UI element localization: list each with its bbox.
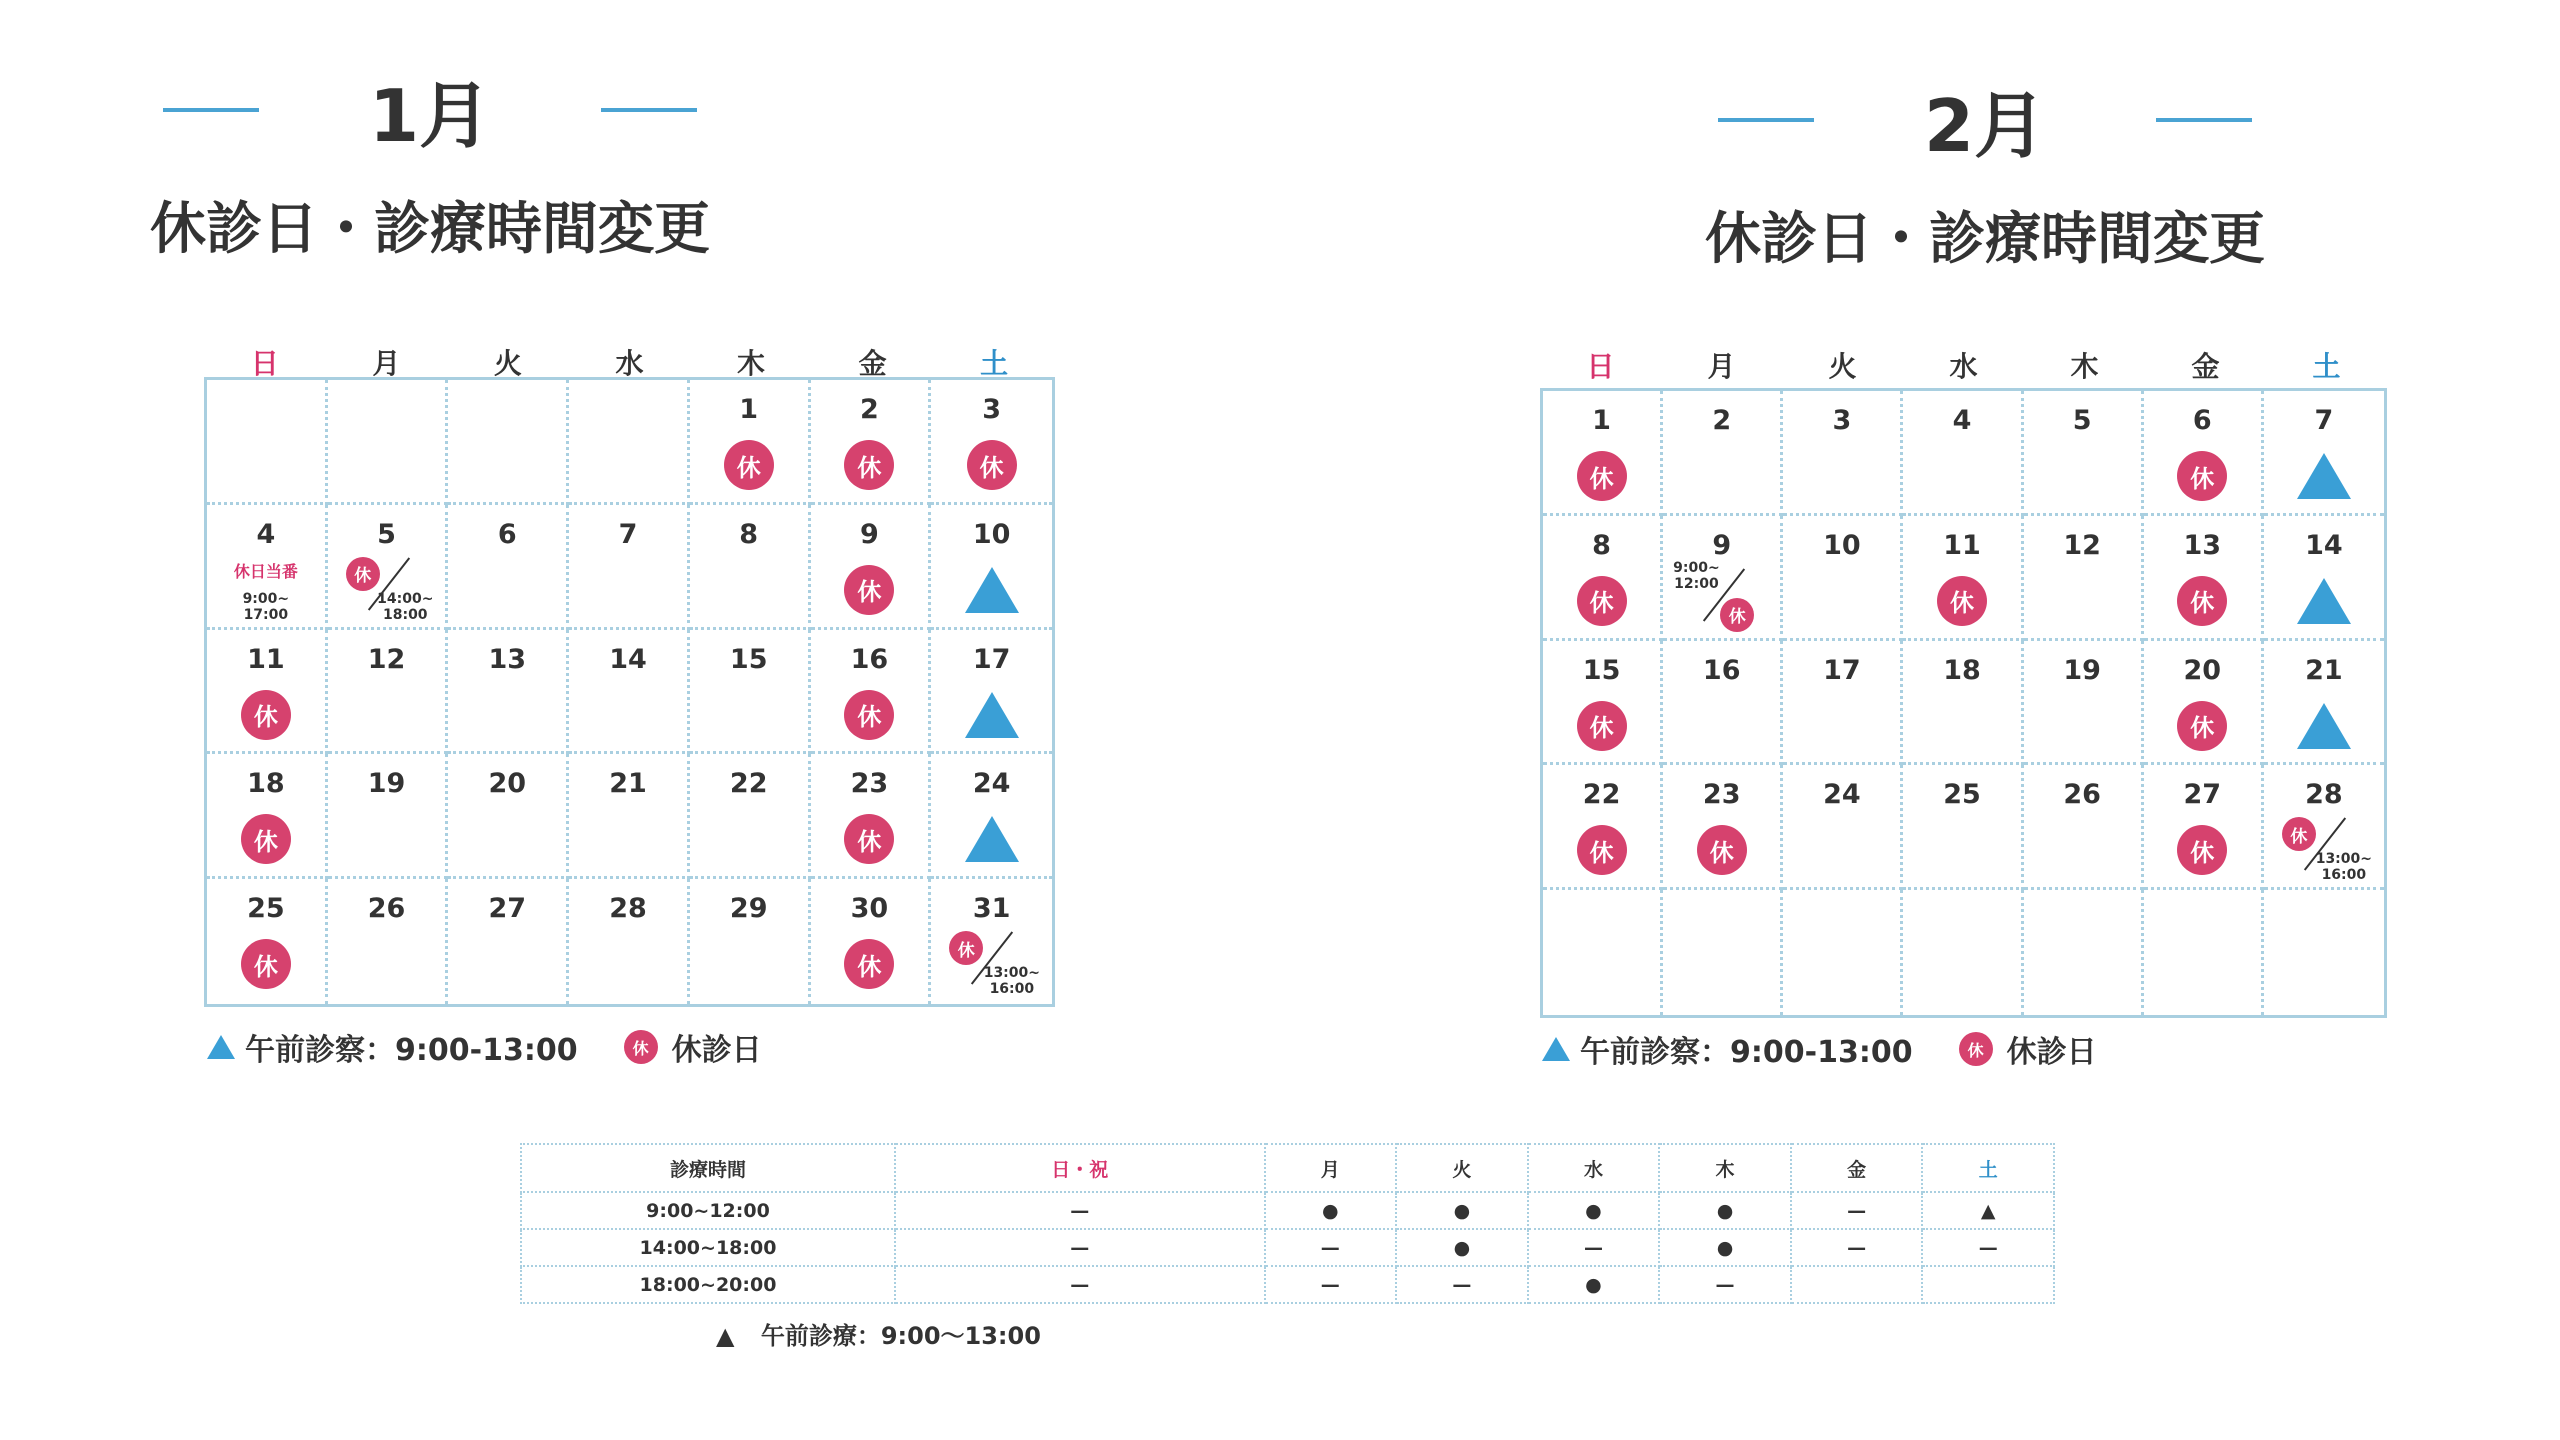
- calendar-day-cell: [1903, 516, 2023, 641]
- day-number: 28: [2305, 779, 2343, 811]
- day-number: 20: [488, 768, 527, 800]
- day-number: 22: [729, 768, 768, 800]
- closed-day-icon: 休: [844, 690, 894, 740]
- hours-time-range: 9:00~12:00: [521, 1192, 895, 1229]
- day-number: 19: [367, 768, 406, 800]
- day-number: 17: [1823, 654, 1861, 686]
- hours-availability-mark: ●: [1528, 1266, 1660, 1303]
- closed-day-icon: 休: [1937, 576, 1987, 626]
- calendar-day-cell: [448, 879, 569, 1004]
- calendar-day-cell: [569, 879, 690, 1004]
- calendar-day-cell: [811, 380, 932, 505]
- day-number: 5: [2072, 405, 2092, 436]
- hours-time-range: 18:00~20:00: [521, 1266, 895, 1303]
- day-number: 21: [2305, 654, 2343, 686]
- day-number: 23: [850, 768, 889, 800]
- calendar-day-cell: [2024, 516, 2144, 641]
- title-line-right: [601, 108, 697, 112]
- calendar-day-cell: [1663, 765, 1783, 890]
- day-number: 8: [739, 518, 759, 550]
- triangle-mark: ▲: [716, 1322, 735, 1350]
- weekday-label: 日: [1586, 350, 1615, 383]
- hours-header-sat: 土: [1922, 1144, 2054, 1192]
- day-number: 20: [2183, 654, 2222, 686]
- calendar-day-cell: [690, 380, 811, 505]
- day-number: 14: [609, 643, 647, 675]
- closed-day-icon: 休: [1577, 576, 1627, 626]
- calendar-day-cell: [328, 879, 449, 1004]
- weekday-label: 金: [858, 347, 887, 380]
- day-number: 7: [2314, 405, 2334, 436]
- calendar-day-cell: [811, 630, 932, 755]
- hours-header-tue: 火: [1396, 1144, 1528, 1192]
- day-number: 11: [1943, 529, 1981, 561]
- day-number: 4: [256, 518, 276, 550]
- calendar-grid: [1540, 388, 2387, 1018]
- calendar-day-cell: [1663, 890, 1783, 1015]
- hours-availability-mark: —: [1528, 1229, 1660, 1266]
- day-number: 13: [488, 643, 527, 675]
- closed-day-icon: 休: [241, 814, 291, 864]
- calendar-day-cell: [448, 505, 569, 630]
- day-number: 10: [972, 518, 1011, 550]
- calendar-day-cell: [2264, 516, 2384, 641]
- calendar-day-cell: [1903, 641, 2023, 766]
- morning-only-triangle-icon: [965, 816, 1019, 862]
- calendar-day-cell: [1663, 641, 1783, 766]
- day-number: 17: [972, 643, 1011, 675]
- day-number: 30: [850, 893, 889, 925]
- subtitle: 休診日・診療時間変更: [1705, 207, 2265, 272]
- calendar-day-cell: [1543, 391, 1663, 516]
- hours-availability-mark: ●: [1396, 1192, 1528, 1229]
- weekday-label: 土: [980, 347, 1009, 380]
- calendar-day-cell: [2144, 890, 2264, 1015]
- calendar-january: [0, 0, 1040, 1090]
- day-number: 1: [739, 394, 759, 425]
- calendar-day-cell: [1903, 890, 2023, 1015]
- hours-row: [521, 1266, 2054, 1303]
- hours-availability-mark: —: [1659, 1266, 1791, 1303]
- day-number: 15: [729, 643, 768, 675]
- day-number: 26: [2063, 779, 2101, 811]
- hours-row: [521, 1192, 2054, 1229]
- calendar-grid: [204, 377, 1055, 1007]
- day-number: 18: [1943, 654, 1981, 686]
- day-number: 24: [972, 768, 1011, 800]
- calendar-day-cell: [328, 630, 449, 755]
- hours-availability-mark: ●: [1659, 1192, 1791, 1229]
- calendar-day-cell: [2024, 890, 2144, 1015]
- calendar-day-cell: [931, 380, 1052, 505]
- day-number: 26: [367, 893, 406, 925]
- legend-morning: 午前診察：9:00-13:00: [245, 1033, 578, 1068]
- day-number: 9: [1712, 529, 1732, 561]
- day-number: 6: [2192, 405, 2212, 436]
- closed-icon: 休: [1959, 1032, 1993, 1066]
- closed-day-icon: 休: [1577, 451, 1627, 501]
- closed-day-icon: 休: [241, 690, 291, 740]
- changed-hours: 13:00~ 16:00: [983, 965, 1040, 998]
- weekday-header: [1540, 345, 2387, 385]
- closed-day-icon: 休: [844, 440, 894, 490]
- calendar-day-cell: [2144, 641, 2264, 766]
- calendar-day-cell: [207, 380, 328, 505]
- day-number: 3: [982, 394, 1002, 425]
- day-number: 23: [1702, 779, 1741, 811]
- calendar-day-cell: [1783, 516, 1903, 641]
- calendar-day-cell: [931, 879, 1052, 1004]
- day-number: 14: [2305, 529, 2343, 561]
- day-number: 25: [1943, 779, 1981, 811]
- subtitle: 休診日・診療時間変更: [150, 197, 710, 262]
- closed-icon: 休: [624, 1030, 658, 1064]
- weekday-label: 月: [372, 347, 401, 380]
- day-number: 24: [1823, 779, 1861, 811]
- day-number: 27: [2183, 779, 2222, 811]
- clinic-hours-table: [520, 1143, 2055, 1304]
- calendar-day-cell: [811, 505, 932, 630]
- weekday-label: 火: [493, 347, 522, 380]
- calendar-day-cell: [1783, 641, 1903, 766]
- day-number: 2: [1712, 405, 1732, 436]
- day-number: 3: [1832, 405, 1852, 436]
- calendar-day-cell: [569, 754, 690, 879]
- calendar-day-cell: [2144, 516, 2264, 641]
- calendar-day-cell: [1543, 516, 1663, 641]
- morning-only-triangle-icon: [2297, 703, 2351, 749]
- calendar-day-cell: [2264, 765, 2384, 890]
- calendar-day-cell: [2024, 765, 2144, 890]
- legend-morning: 午前診察：9:00-13:00: [1580, 1035, 1913, 1070]
- day-number: 6: [497, 518, 517, 550]
- day-number: 21: [609, 768, 647, 800]
- calendar-day-cell: [1543, 765, 1663, 890]
- calendar-day-cell: [931, 505, 1052, 630]
- calendar-day-cell: [328, 754, 449, 879]
- calendar-day-cell: [448, 630, 569, 755]
- day-number: 10: [1823, 529, 1861, 561]
- day-number: 25: [247, 893, 285, 925]
- closed-day-icon: 休: [724, 440, 774, 490]
- calendar-day-cell: [2264, 641, 2384, 766]
- holiday-duty-label: 休日当番: [233, 561, 298, 581]
- day-number: 13: [2183, 529, 2222, 561]
- closed-half-icon: 休: [949, 931, 983, 965]
- weekday-header: [204, 342, 1055, 382]
- calendar-day-cell: [931, 754, 1052, 879]
- hours-note: [716, 1316, 1041, 1351]
- calendar-day-cell: [569, 380, 690, 505]
- weekday-label: 木: [2070, 350, 2099, 383]
- morning-only-triangle-icon: [965, 567, 1019, 613]
- hours-availability-mark: ●: [1659, 1229, 1791, 1266]
- closed-day-icon: 休: [844, 814, 894, 864]
- calendar-day-cell: [1903, 765, 2023, 890]
- closed-day-icon: 休: [2177, 825, 2227, 875]
- calendar-day-cell: [207, 754, 328, 879]
- duty-hours: 9:00~ 17:00: [242, 590, 290, 623]
- day-number: 29: [729, 893, 768, 925]
- morning-only-triangle-icon: [965, 692, 1019, 738]
- hours-header-thu: 木: [1659, 1144, 1791, 1192]
- hours-header-mon: 月: [1265, 1144, 1397, 1192]
- hours-availability-mark: [1922, 1266, 2054, 1303]
- day-number: 22: [1582, 779, 1621, 811]
- weekday-label: 水: [1949, 350, 1978, 383]
- weekday-label: 月: [1707, 350, 1736, 383]
- calendar-day-cell: [811, 754, 932, 879]
- calendar-day-cell: [2144, 765, 2264, 890]
- calendar-day-cell: [328, 505, 449, 630]
- day-number: 11: [247, 643, 285, 675]
- closed-half-icon: 休: [346, 557, 380, 591]
- month-title-row: [1330, 68, 2560, 172]
- closed-half-icon: 休: [1720, 598, 1754, 632]
- calendar-day-cell: [811, 879, 932, 1004]
- weekday-label: 金: [2191, 350, 2220, 383]
- legend-closed: 休診日: [2006, 1035, 2097, 1070]
- calendar-day-cell: [328, 380, 449, 505]
- closed-day-icon: 休: [2177, 451, 2227, 501]
- day-number: 16: [1702, 654, 1741, 686]
- legend: [1542, 1027, 2097, 1071]
- day-number: 8: [1592, 529, 1611, 561]
- hours-availability-mark: —: [1265, 1229, 1397, 1266]
- hours-availability-mark: —: [1265, 1266, 1397, 1303]
- hours-header-time: 診療時間: [521, 1144, 895, 1192]
- hours-availability-mark: —: [895, 1266, 1265, 1303]
- hours-availability-mark: ▲: [1922, 1192, 2054, 1229]
- calendar-day-cell: [1783, 890, 1903, 1015]
- calendar-day-cell: [1663, 391, 1783, 516]
- hours-header-wed: 水: [1528, 1144, 1660, 1192]
- hours-availability-mark: —: [1791, 1192, 1923, 1229]
- calendar-day-cell: [1783, 765, 1903, 890]
- hours-availability-mark: —: [895, 1192, 1265, 1229]
- calendar-day-cell: [1543, 890, 1663, 1015]
- calendar-day-cell: [1783, 391, 1903, 516]
- day-number: 1: [1592, 405, 1611, 436]
- triangle-icon: [207, 1035, 235, 1059]
- day-number: 9: [860, 518, 879, 550]
- day-number: 4: [1952, 405, 1972, 436]
- changed-hours: 14:00~ 18:00: [377, 590, 434, 623]
- changed-hours: 13:00~ 16:00: [2315, 851, 2372, 884]
- calendar-day-cell: [207, 505, 328, 630]
- calendar-day-cell: [1903, 391, 2023, 516]
- changed-hours: 9:00~ 12:00: [1673, 559, 1720, 592]
- calendar-day-cell: [690, 505, 811, 630]
- calendar-day-cell: [2024, 391, 2144, 516]
- calendar-day-cell: [207, 879, 328, 1004]
- hours-time-range: 14:00~18:00: [521, 1229, 895, 1266]
- hours-availability-mark: ●: [1528, 1192, 1660, 1229]
- morning-only-triangle-icon: [2297, 453, 2351, 499]
- calendar-day-cell: [690, 754, 811, 879]
- title-line-right: [2156, 118, 2252, 122]
- calendar-day-cell: [1663, 516, 1783, 641]
- day-number: 27: [488, 893, 527, 925]
- hours-availability-mark: —: [1922, 1229, 2054, 1266]
- calendar-day-cell: [569, 630, 690, 755]
- day-number: 12: [367, 643, 406, 675]
- legend-closed: 休診日: [671, 1033, 762, 1068]
- hours-header-sun: 日・祝: [895, 1144, 1265, 1192]
- calendar-day-cell: [2024, 641, 2144, 766]
- closed-day-icon: 休: [1697, 825, 1747, 875]
- morning-only-triangle-icon: [2297, 578, 2351, 624]
- weekday-label: 木: [737, 347, 766, 380]
- hours-availability-mark: [1791, 1266, 1923, 1303]
- weekday-label: 火: [1828, 350, 1857, 383]
- day-number: 5: [377, 518, 396, 550]
- triangle-icon: [1542, 1037, 1570, 1061]
- closed-day-icon: 休: [2177, 576, 2227, 626]
- hours-note-text: 午前診療：9:00〜13:00: [760, 1322, 1041, 1350]
- calendar-day-cell: [448, 380, 569, 505]
- month-title: 2月: [1923, 84, 2047, 168]
- month-title-row: [0, 58, 860, 162]
- hours-header-row: [521, 1144, 2054, 1192]
- day-number: 18: [247, 768, 285, 800]
- title-line-left: [163, 108, 259, 112]
- calendar-day-cell: [690, 879, 811, 1004]
- hours-availability-mark: —: [895, 1229, 1265, 1266]
- month-title: 1月: [368, 74, 492, 158]
- day-number: 2: [860, 394, 879, 425]
- weekday-label: 土: [2312, 350, 2341, 383]
- calendar-day-cell: [2264, 890, 2384, 1015]
- day-number: 12: [2063, 529, 2101, 561]
- hours-availability-mark: —: [1791, 1229, 1923, 1266]
- closed-day-icon: 休: [844, 939, 894, 989]
- title-line-left: [1718, 118, 1814, 122]
- calendar-day-cell: [931, 630, 1052, 755]
- closed-day-icon: 休: [1577, 825, 1627, 875]
- day-number: 28: [609, 893, 647, 925]
- day-number: 19: [2063, 654, 2101, 686]
- closed-day-icon: 休: [967, 440, 1017, 490]
- calendar-february: [1330, 0, 2430, 1090]
- calendar-day-cell: [2264, 391, 2384, 516]
- hours-row: [521, 1229, 2054, 1266]
- hours-availability-mark: —: [1396, 1266, 1528, 1303]
- legend: [207, 1025, 762, 1069]
- day-number: 31: [972, 893, 1011, 925]
- weekday-label: 日: [250, 347, 279, 380]
- closed-day-icon: 休: [241, 939, 291, 989]
- calendar-day-cell: [448, 754, 569, 879]
- weekday-label: 水: [615, 347, 644, 380]
- day-number: 16: [850, 643, 889, 675]
- closed-day-icon: 休: [844, 565, 894, 615]
- closed-half-icon: 休: [2282, 817, 2316, 851]
- hours-header-fri: 金: [1791, 1144, 1923, 1192]
- closed-day-icon: 休: [1577, 701, 1627, 751]
- hours-availability-mark: ●: [1265, 1192, 1397, 1229]
- calendar-day-cell: [1543, 641, 1663, 766]
- calendar-day-cell: [2144, 391, 2264, 516]
- calendar-day-cell: [690, 630, 811, 755]
- calendar-day-cell: [207, 630, 328, 755]
- day-number: 15: [1582, 654, 1621, 686]
- calendar-day-cell: [569, 505, 690, 630]
- hours-availability-mark: ●: [1396, 1229, 1528, 1266]
- day-number: 7: [618, 518, 638, 550]
- closed-day-icon: 休: [2177, 701, 2227, 751]
